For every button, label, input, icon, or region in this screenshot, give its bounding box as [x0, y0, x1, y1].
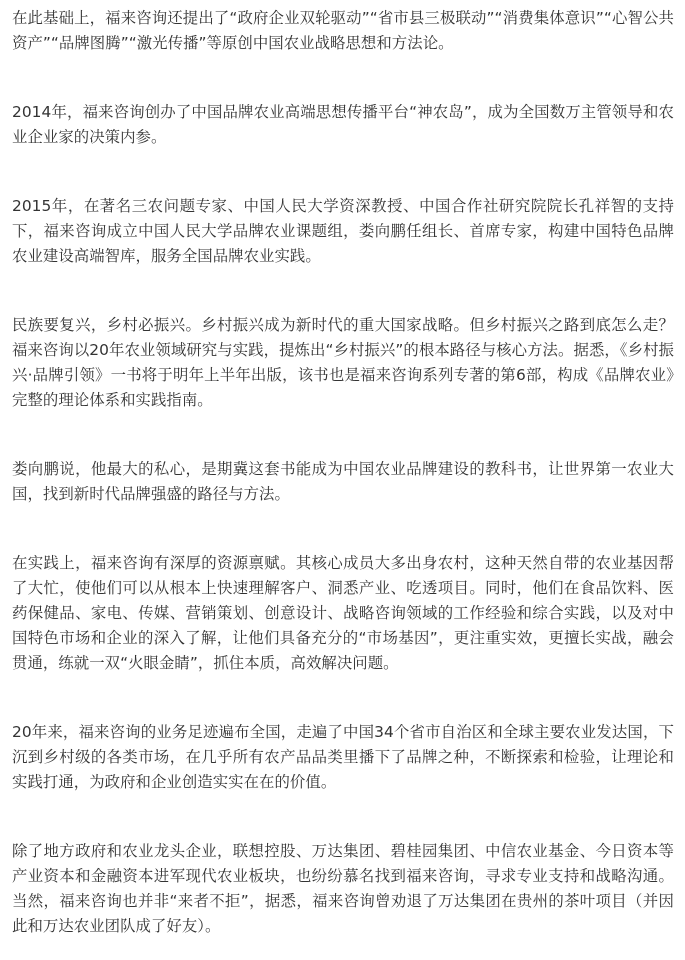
paragraph-2014-shennongdao: 2014年，福来咨询创办了中国品牌农业高端思想传播平台“神农岛”，成为全国数万主管领导和农业企业家的决策内参。: [12, 103, 674, 146]
paragraph-methodology: 在此基础上，福来咨询还提出了“政府企业双轮驱动”“省市县三极联动”“消费集体意识”“心智公共资产”“品牌图腾”“激光传播”等原创中国农业战略思想和方法论。: [12, 9, 674, 52]
paragraph-rural-revitalization: 民族要复兴，乡村必振兴。乡村振兴成为新时代的重大国家战略。但乡村振兴之路到底怎么走？福来咨询以20年农业领域研究与实践，提炼出“乡村振兴”的根本路径与核心方法。据悉，《乡村振兴·品牌引领》一书将于明年上半年出版，该书也是福来咨询系列专著的第6部，构成《品牌农业》完整的理论体系和实践指南。: [12, 316, 674, 409]
article-body: [12, 6, 674, 939]
paragraph-resource-endowment: 在实践上，福来咨询有深厚的资源禀赋。其核心成员大多出身农村，这种天然自带的农业基因帮了大忙，使他们可以从根本上快速理解客户、洞悉产业、吃透项目。同时，他们在食品饮料、医药保健品、家电、传媒、营销策划、创意设计、战略咨询领域的工作经验和综合实践，以及对中国特色市场和企业的深入了解，让他们具备充分的“市场基因”，更注重实效，更擅长实战，融会贯通，练就一双“火眼金睛”，抓住本质，高效解决问题。: [12, 554, 674, 672]
paragraph-capital-clients: 除了地方政府和农业龙头企业，联想控股、万达集团、碧桂园集团、中信农业基金、今日资本等产业资本和金融资本进军现代农业板块，也纷纷慕名找到福来咨询，寻求专业支持和战略沟通。当然，福来咨询也并非“来者不拒”，据悉，福来咨询曾劝退了万达集团在贵州的茶叶项目（并因此和万达农业团队成了好友）。: [12, 842, 674, 935]
paragraph-2015-research-group: 2015年，在著名三农问题专家、中国人民大学资深教授、中国合作社研究院院长孔祥智的支持下，福来咨询成立中国人民大学品牌农业课题组，娄向鹏任组长、首席专家，构建中国特色品牌农业建设高端智库，服务全国品牌农业实践。: [12, 197, 674, 265]
paragraph-20-years: 20年来，福来咨询的业务足迹遍布全国，走遍了中国34个省市自治区和全球主要农业发达国，下沉到乡村级的各类市场，在几乎所有农产品品类里播下了品牌之种，不断探索和检验，让理论和实践打通，为政府和企业创造实实在在的价值。: [12, 723, 674, 791]
paragraph-textbook-goal: 娄向鹏说，他最大的私心，是期冀这套书能成为中国农业品牌建设的教科书，让世界第一农业大国，找到新时代品牌强盛的路径与方法。: [12, 460, 674, 503]
